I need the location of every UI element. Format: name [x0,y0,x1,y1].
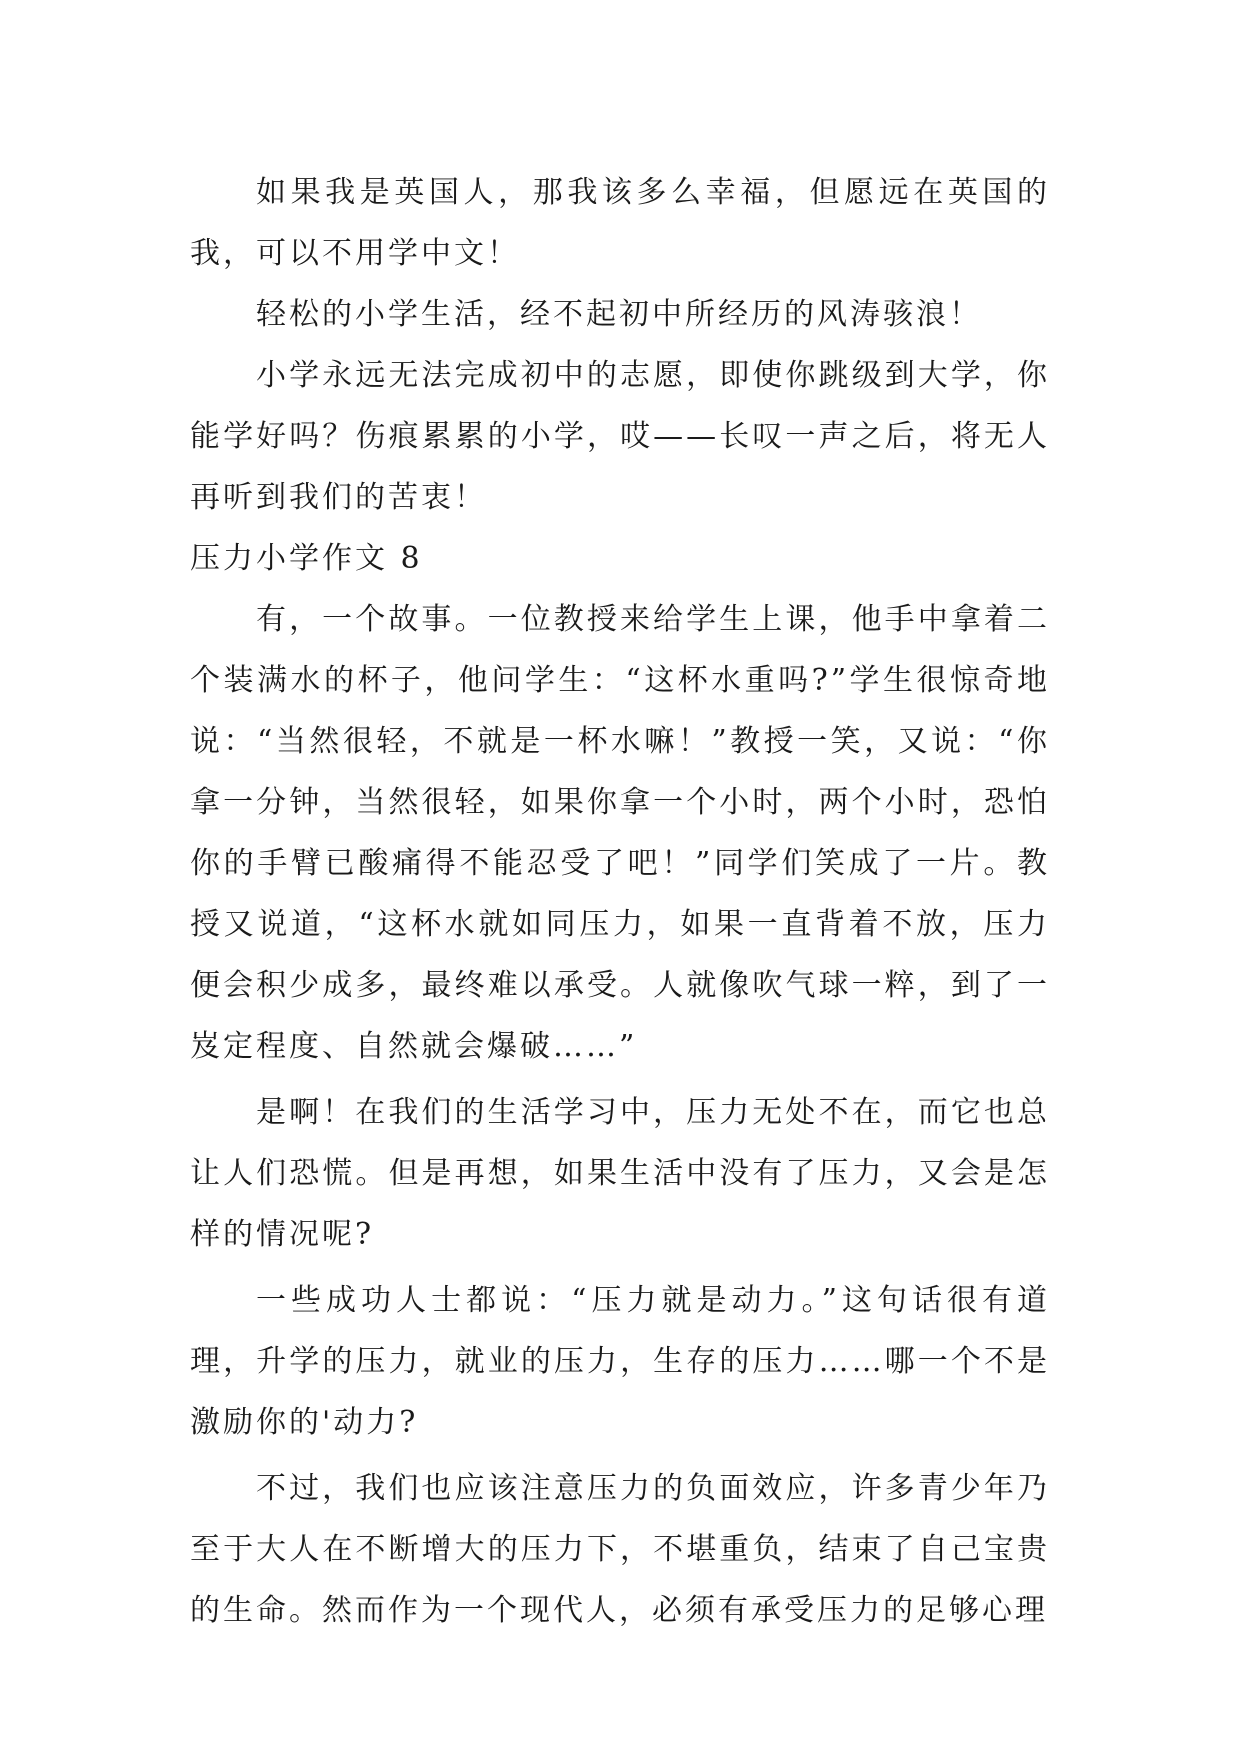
paragraph: 有，一个故事。一位教授来给学生上课，他手中拿着二个装满水的杯子，他问学生：“这杯水重吗?”学生很惊奇地说：“当然很轻，不就是一杯水嘛！”教授一笑，又说：“你拿一分钟，当然很轻，如果你拿一个小时，两个小时，恐怕你的手臂已酸痛得不能忍受了吧！”同学们笑成了一片。教授又说道，“这杯水就如同压力，如果一直背着不放，压力便会积少成多，最终难以承受。人就像吹气球一粹，到了一岌定程度、自然就会爆破……” [190,602,1050,1064]
paragraph: 小学永远无法完成初中的志愿，即使你跳级到大学，你能学好吗？伤痕累累的小学，哎——长叹一声之后，将无人再听到我们的苦衷！ [190,358,1050,515]
paragraph: 不过，我们也应该注意压力的负面效应，许多青少年乃至于大人在不断增大的压力下，不堪重负，结束了自己宝贵的生命。然而作为一个现代人，必须有承受压力的足够心理 [190,1471,1050,1628]
paragraph: 是啊！在我们的生活学习中，压力无处不在，而它也总让人们恐慌。但是再想，如果生活中没有了压力，又会是怎样的情况呢? [190,1095,1050,1252]
paragraph: 一些成功人士都说：“压力就是动力。”这句话很有道理，升学的压力，就业的压力，生存的压力……哪一个不是激励你的'动力? [190,1283,1050,1440]
section-title: 压力小学作文 8 [190,541,423,576]
document-body [190,162,1050,1641]
paragraph: 如果我是英国人，那我该多么幸福，但愿远在英国的我，可以不用学中文！ [190,175,1050,271]
paragraph: 轻松的小学生活，经不起初中所经历的风涛骇浪！ [256,297,982,332]
